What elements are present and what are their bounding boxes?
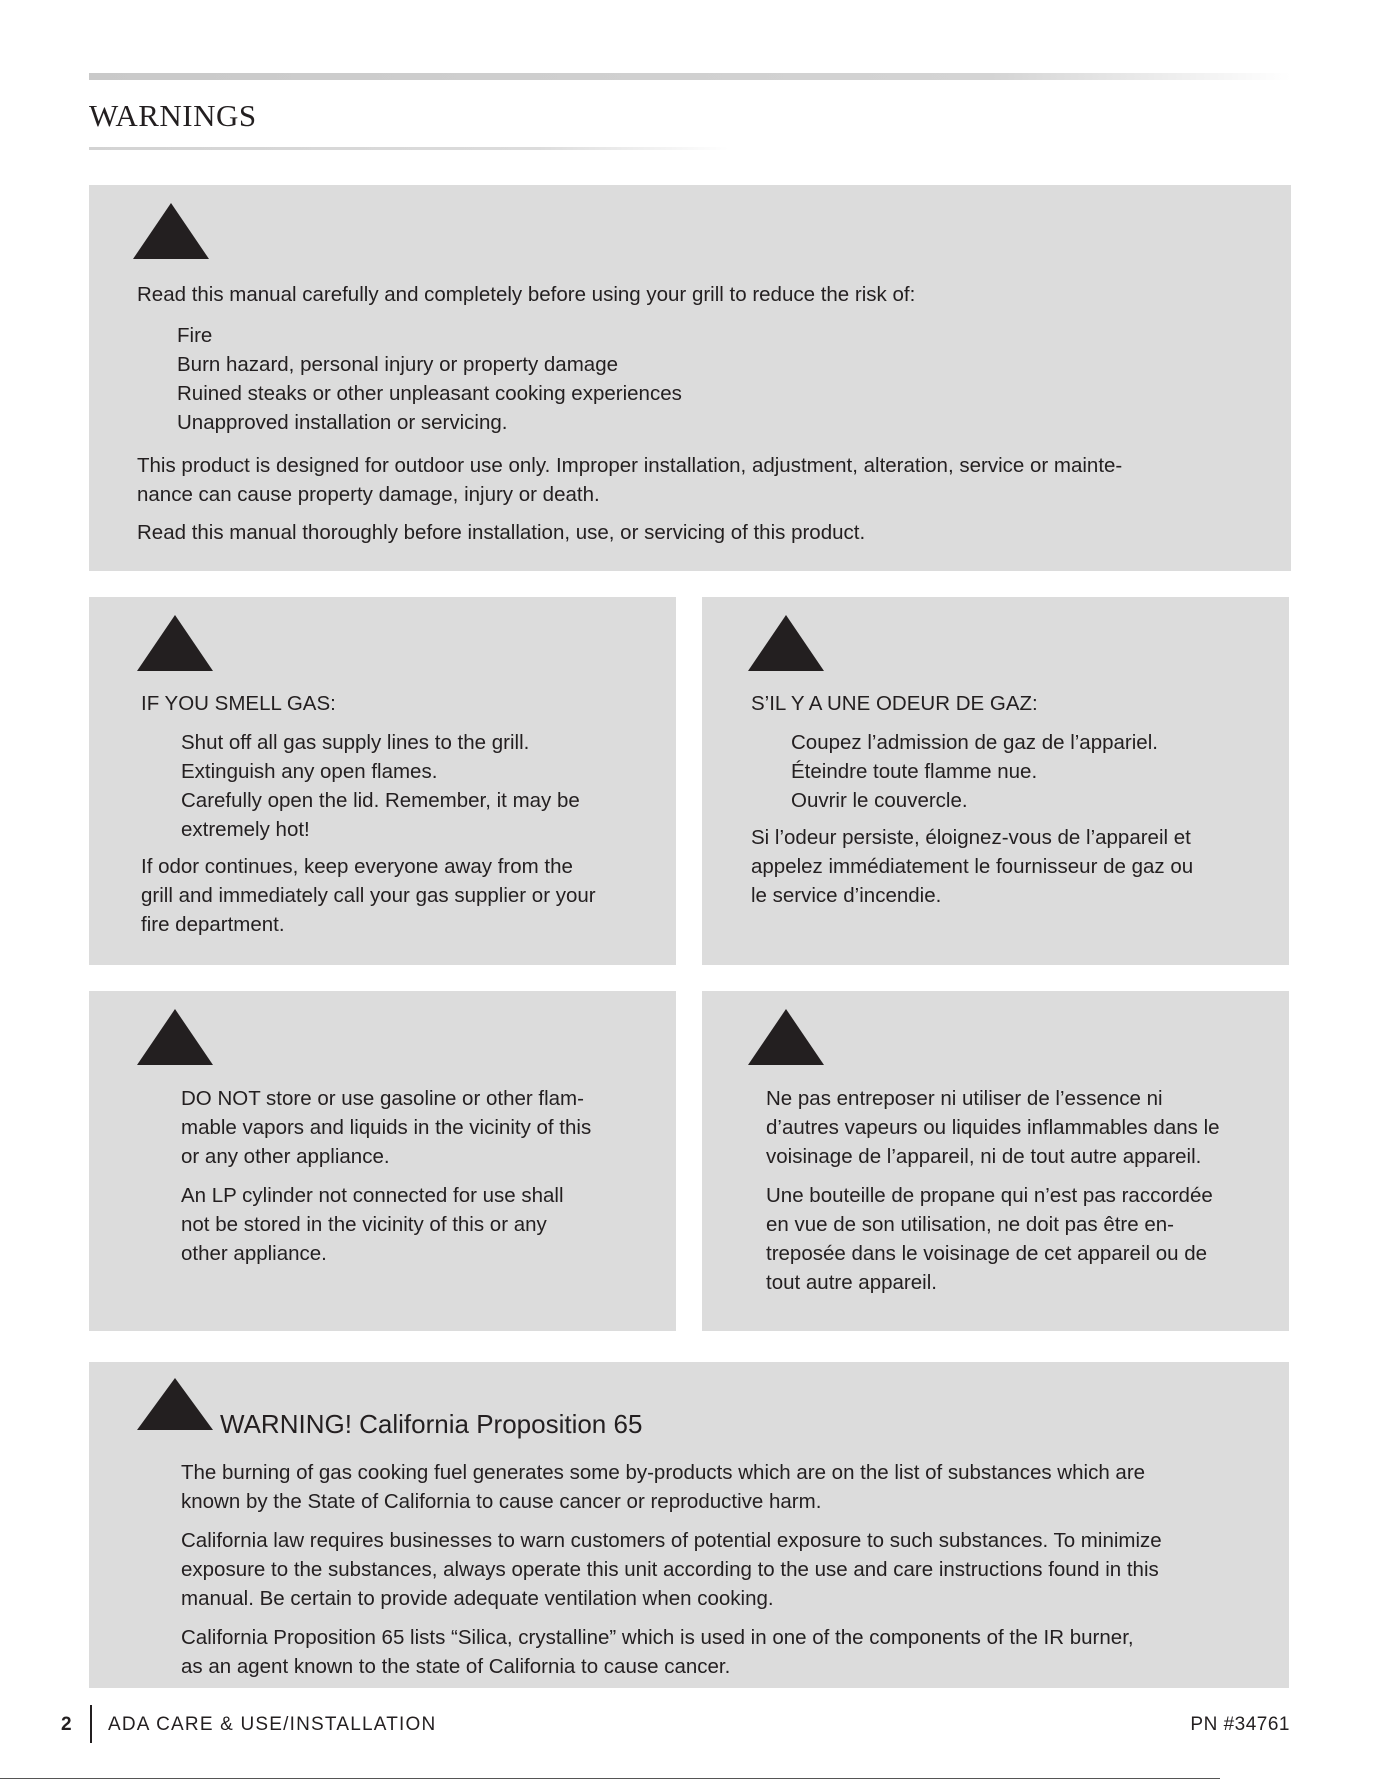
paragraph-line: as an agent known to the state of California to cause cancer.: [181, 1655, 731, 1678]
gas-followup: [141, 852, 596, 939]
list-item: Ruined steaks or other unpleasant cooking experiences: [177, 382, 682, 405]
paragraph-line: The burning of gas cooking fuel generates some by-products which are on the list of substances which are: [181, 1461, 1146, 1484]
paragraph-line: not be stored in the vicinity of this or any: [181, 1213, 547, 1236]
warning-triangle-icon: [137, 1378, 213, 1430]
paragraph-line: fire department.: [141, 913, 285, 936]
storage-box-fr: [702, 991, 1289, 1331]
prop65-paragraph-2: [181, 1526, 1162, 1613]
list-item: Ouvrir le couvercle.: [791, 789, 968, 812]
paragraph-line: voisinage de l’appareil, ni de tout autre appareil.: [766, 1145, 1202, 1168]
warning-triangle-icon: [748, 615, 824, 671]
list-item: Burn hazard, personal injury or property damage: [177, 353, 618, 376]
paragraph-line: tout autre appareil.: [766, 1271, 937, 1294]
page-number: 2: [61, 1714, 72, 1735]
warning-triangle-icon: [748, 1009, 824, 1065]
paragraph-line: Une bouteille de propane qui n’est pas raccordée: [766, 1184, 1213, 1207]
prop65-box: [89, 1362, 1289, 1688]
bottom-edge-line: [0, 1778, 1220, 1779]
outdoor-use-paragraph: [137, 451, 1122, 509]
intro-text: Read this manual carefully and completely before using your grill to reduce the risk of:: [137, 283, 916, 306]
gas-smell-box-en: [89, 597, 676, 965]
paragraph-line: or any other appliance.: [181, 1145, 390, 1168]
paragraph-line: grill and immediately call your gas supplier or your: [141, 884, 596, 907]
prop65-paragraph-3: [181, 1623, 1134, 1681]
risk-list: [177, 321, 682, 437]
gas-followup: [751, 823, 1193, 910]
gas-steps: [181, 728, 580, 844]
list-item: Shut off all gas supply lines to the grill.: [181, 731, 530, 754]
list-item: Éteindre toute flamme nue.: [791, 760, 1038, 783]
storage-box-en: [89, 991, 676, 1331]
paragraph-line: If odor continues, keep everyone away from the: [141, 855, 573, 878]
header-rule-top: [89, 73, 1291, 80]
paragraph-line: treposée dans le voisinage de cet appareil ou de: [766, 1242, 1208, 1265]
header-rule-bottom: [89, 147, 729, 150]
part-number: PN #34761: [1190, 1714, 1290, 1735]
list-item: Coupez l’admission de gaz de l’appariel.: [791, 731, 1158, 754]
paragraph-line: appelez immédiatement le fournisseur de gaz ou: [751, 855, 1194, 878]
paragraph-line: nance can cause property damage, injury or death.: [137, 483, 600, 506]
prop65-paragraph-1: [181, 1458, 1145, 1516]
warning-triangle-icon: [137, 615, 213, 671]
storage-paragraph-1: [181, 1084, 591, 1171]
gas-steps: [791, 728, 1158, 815]
gas-heading: IF YOU SMELL GAS:: [141, 692, 336, 715]
paragraph-line: mable vapors and liquids in the vicinity of this: [181, 1116, 592, 1139]
list-item: extremely hot!: [181, 818, 310, 841]
paragraph-line: Si l’odeur persiste, éloignez-vous de l’appareil et: [751, 826, 1191, 849]
read-manual-paragraph: Read this manual thoroughly before installation, use, or servicing of this product.: [137, 521, 866, 544]
paragraph-line: California law requires businesses to warn customers of potential exposure to such substances. To minimize: [181, 1529, 1162, 1552]
paragraph-line: manual. Be certain to provide adequate ventilation when cooking.: [181, 1587, 774, 1610]
prop65-heading: WARNING! California Proposition 65: [220, 1409, 643, 1439]
paragraph-line: An LP cylinder not connected for use shall: [181, 1184, 564, 1207]
storage-paragraph-1: [766, 1084, 1220, 1171]
list-item: Extinguish any open flames.: [181, 760, 438, 783]
warning-triangle-icon: [137, 1009, 213, 1065]
list-item: Fire: [177, 324, 213, 347]
paragraph-line: DO NOT store or use gasoline or other flam-: [181, 1087, 584, 1110]
warning-triangle-icon: [133, 203, 209, 259]
gas-smell-box-fr: [702, 597, 1289, 965]
paragraph-line: d’autres vapeurs ou liquides inflammables dans le: [766, 1116, 1220, 1139]
general-warning-box: [89, 185, 1291, 571]
page-title: WARNINGS: [89, 98, 257, 133]
paragraph-line: This product is designed for outdoor use only. Improper installation, adjustment, alteration, service or mainte-: [137, 454, 1123, 477]
paragraph-line: known by the State of California to cause cancer or reproductive harm.: [181, 1490, 822, 1513]
footer-doc-title: ADA CARE & USE/INSTALLATION: [108, 1714, 437, 1735]
paragraph-line: en vue de son utilisation, ne doit pas être en-: [766, 1213, 1174, 1236]
gas-heading: S’IL Y A UNE ODEUR DE GAZ:: [751, 692, 1038, 715]
paragraph-line: le service d’incendie.: [751, 884, 942, 907]
storage-paragraph-2: [181, 1181, 564, 1268]
paragraph-line: Ne pas entreposer ni utiliser de l’essence ni: [766, 1087, 1163, 1110]
storage-paragraph-2: [766, 1181, 1213, 1297]
paragraph-line: other appliance.: [181, 1242, 327, 1265]
list-item: Unapproved installation or servicing.: [177, 411, 508, 434]
paragraph-line: exposure to the substances, always operate this unit according to the use and care instructions found in this: [181, 1558, 1159, 1581]
footer-divider: [90, 1705, 92, 1743]
list-item: Carefully open the lid. Remember, it may be: [181, 789, 580, 812]
paragraph-line: California Proposition 65 lists “Silica, crystalline” which is used in one of the components of the IR burner,: [181, 1626, 1134, 1649]
